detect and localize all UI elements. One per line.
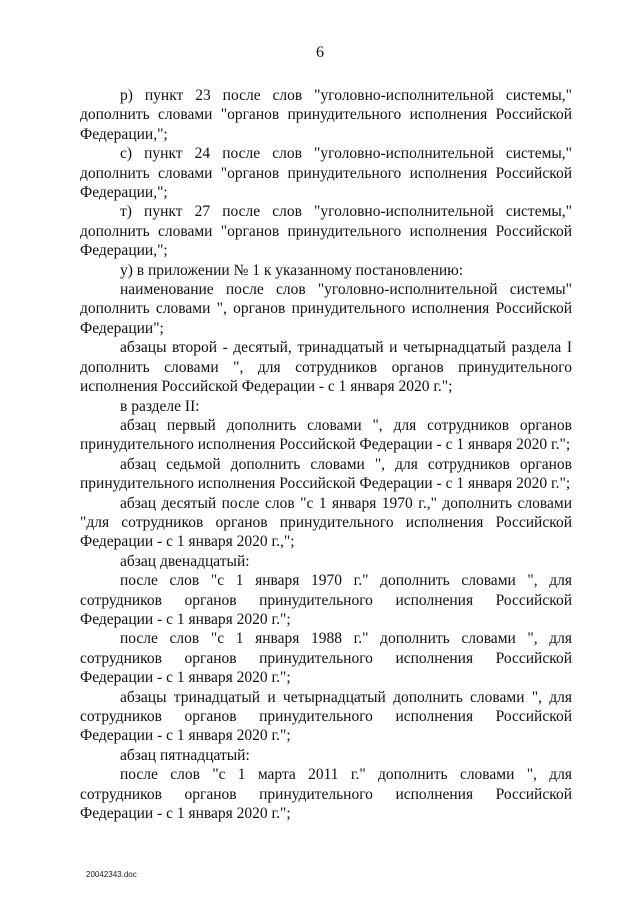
page-number: 6: [316, 44, 324, 61]
paragraph: в разделе II:: [120, 397, 200, 415]
paragraph: р) пункт 23 после слов "уголовно-исполнительной системы," дополнить словами "органов принудительного исполнения Российской Федерации,";: [80, 87, 572, 143]
paragraph: после слов "с 1 января 1988 г." дополнить словами ", для сотрудников органов принудительного исполнения Российской Федерации - с 1 января 2020 г.";: [80, 630, 572, 687]
paragraph: абзац десятый после слов "с 1 января 1970 г.," дополнить словами "для сотрудников органов принудительного исполнения Российской Федерации - с 1 января 2020 г.,";: [80, 494, 572, 551]
paragraph: после слов "с 1 марта 2011 г." дополнить словами ", для сотрудников органов принудительного исполнения Российской Федерации - с 1 января 2020 г.";: [80, 766, 572, 823]
paragraph: после слов "с 1 января 1970 г." дополнить словами ", для сотрудников органов принудительного исполнения Российской Федерации - с 1 января 2020 г.";: [80, 572, 572, 628]
paragraph: у) в приложении № 1 к указанному постановлению:: [120, 261, 464, 279]
paragraph: абзацы второй - десятый, тринадцатый и четырнадцатый раздела I дополнить словами ", для сотрудников органов принудительного исполнения Российской Федерации - с 1 января 2020 г.";: [80, 339, 572, 396]
paragraph: абзац пятнадцатый:: [120, 746, 250, 764]
paragraph: абзац первый дополнить словами ", для сотрудников органов принудительного исполнения Российской Федерации - с 1 января 2020 г.";: [80, 416, 572, 454]
document-body: [80, 86, 572, 823]
paragraph: с) пункт 24 после слов "уголовно-исполнительной системы," дополнить словами "органов принудительного исполнения Российской Федерации,";: [80, 145, 572, 202]
paragraph: абзацы тринадцатый и четырнадцатый дополнить словами ", для сотрудников органов принудительного исполнения Российской Федерации - с 1 января 2020 г.";: [80, 688, 572, 745]
paragraph: абзац седьмой дополнить словами ", для сотрудников органов принудительного исполнения Российской Федерации - с 1 января 2020 г.";: [80, 455, 572, 493]
paragraph: абзац двенадцатый:: [120, 552, 250, 570]
paragraph: т) пункт 27 после слов "уголовно-исполнительной системы," дополнить словами "органов принудительного исполнения Российской Федерации,";: [80, 203, 572, 260]
paragraph: наименование после слов "уголовно-исполнительной системы" дополнить словами ", органов принудительного исполнения Российской Федерации";: [80, 281, 572, 337]
footer-filename: 20042343.doc: [86, 870, 137, 879]
